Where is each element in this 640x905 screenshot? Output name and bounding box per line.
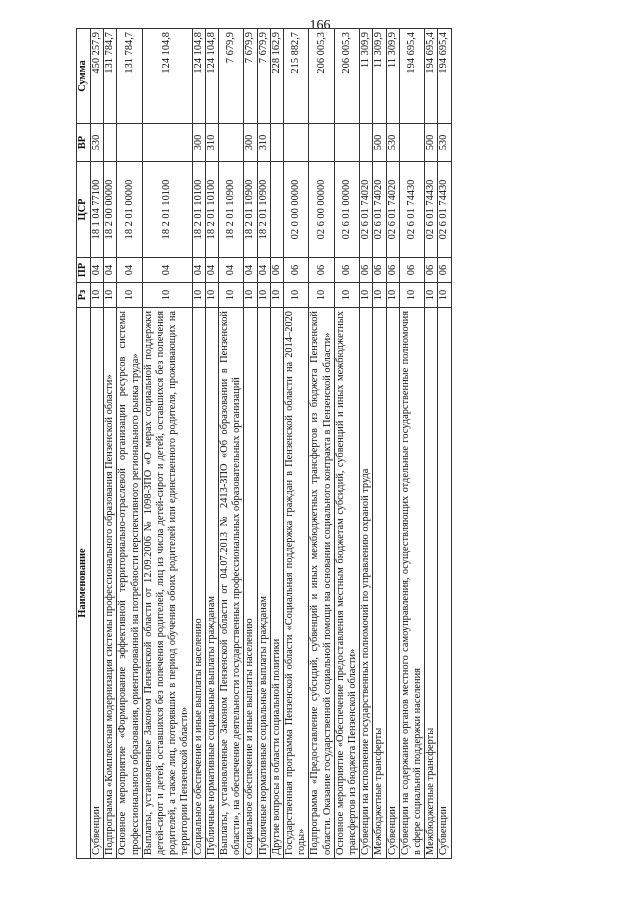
table-row [270,29,283,859]
cell-rz: 10 [257,283,270,308]
page-number: 166 [309,18,331,33]
cell-rz: 10 [192,283,205,308]
cell-name: Публичные нормативные социальные выплаты гражданам [205,308,218,859]
cell-vr [142,124,192,162]
cell-pr: 04 [104,258,117,283]
cell-pr: 06 [270,258,283,283]
cell-rz: 10 [360,283,373,308]
cell-pr: 06 [425,258,438,283]
table-row [257,29,270,859]
cell-vr: 530 [91,124,104,162]
table-row [386,29,399,859]
cell-csr: 02 6 01 74020 [386,162,399,258]
table-row [142,29,192,859]
cell-rz: 10 [284,283,309,308]
cell-sum: 215 882,7 [284,29,309,124]
cell-pr: 04 [192,258,205,283]
cell-csr [270,162,283,258]
cell-vr: 300 [244,124,257,162]
table-row [373,29,386,859]
cell-rz: 10 [334,283,359,308]
cell-csr: 02 6 01 00000 [334,162,359,258]
cell-csr: 18 2 01 10900 [257,162,270,258]
cell-sum: 7 679,9 [244,29,257,124]
table-row [219,29,244,859]
cell-csr: 18 2 01 10900 [219,162,244,258]
header-csr: ЦСР [77,162,91,258]
cell-sum: 7 679,9 [219,29,244,124]
cell-pr: 06 [360,258,373,283]
cell-csr: 02 6 01 74020 [360,162,373,258]
rotated-table-wrapper [76,29,588,859]
cell-vr [219,124,244,162]
cell-rz: 10 [205,283,218,308]
cell-vr: 500 [373,124,386,162]
cell-name: Государственная программа Пензенской области «Социальная поддержка граждан в Пензенской области на 2014–2020 годы» [284,308,309,859]
cell-rz: 10 [386,283,399,308]
cell-pr: 06 [373,258,386,283]
cell-rz: 10 [244,283,257,308]
cell-csr: 02 0 00 00000 [284,162,309,258]
cell-vr: 310 [205,124,218,162]
table-row [360,29,373,859]
cell-vr [360,124,373,162]
cell-csr: 18 2 01 10100 [142,162,192,258]
table-row [438,29,451,859]
cell-name: Выплаты, установленные Законом Пензенской области от 12.09.2006 № 1098-ЗПО «О мерах социальной поддержки детей-сирот и детей, оставшихся без попечения родителей, лиц из числа детей-сирот и детей, оставшихся без попечения родителей, а также лиц, потерявших в период обучения обоих родителей или единственного родителя, проживающих на территории Пензенской области» [142,308,192,859]
cell-rz: 10 [309,283,334,308]
cell-name: Социальное обеспечение и иные выплаты населению [192,308,205,859]
cell-rz: 10 [117,283,142,308]
cell-sum: 194 695,4 [438,29,451,124]
cell-sum: 7 679,9 [257,29,270,124]
cell-sum: 131 784,7 [117,29,142,124]
cell-pr: 04 [257,258,270,283]
cell-pr: 06 [438,258,451,283]
cell-sum: 11 309,9 [386,29,399,124]
header-pr: ПР [77,258,91,283]
cell-sum: 124 104,8 [142,29,192,124]
table-row [399,29,424,859]
table-header-row [77,29,91,859]
cell-csr: 02 6 01 74430 [399,162,424,258]
header-name: Наименование [77,308,91,859]
cell-csr: 02 6 01 74430 [425,162,438,258]
cell-rz: 10 [438,283,451,308]
cell-csr: 18 2 00 00000 [104,162,117,258]
table-row [192,29,205,859]
cell-pr: 04 [205,258,218,283]
header-vr: ВР [77,124,91,162]
cell-vr [270,124,283,162]
cell-sum: 194 695,4 [399,29,424,124]
cell-name: Субвенции [438,308,451,859]
cell-vr: 530 [386,124,399,162]
cell-rz: 10 [399,283,424,308]
cell-name: Социальное обеспечение и иные выплаты населению [244,308,257,859]
cell-sum: 194 695,4 [425,29,438,124]
cell-name: Подпрограмма «Предоставление субсидий, субвенций и иных межбюджетных трансфертов из бюджета Пензенской области. Оказание государственной социальной помощи на основании социального контракта в Пензенской области» [309,308,334,859]
cell-rz: 10 [373,283,386,308]
cell-name: Субвенции на исполнение государственных полномочий по управлению охраной труда [360,308,373,859]
cell-csr: 18 2 01 00000 [117,162,142,258]
cell-name: Субвенции [91,308,104,859]
cell-name: Субвенции на содержание органов местного самоуправления, осуществляющих отдельные государственные полномочия в сфере социальной поддержки населения [399,308,424,859]
cell-sum: 124 104,8 [192,29,205,124]
cell-name: Основное мероприятие «Формирование эффективной территориально-отраслевой организации ресурсов системы профессионального образования, ориентированной на потребности перспективного регионального рынка труда» [117,308,142,859]
cell-rz: 10 [104,283,117,308]
table-row [425,29,438,859]
cell-rz: 10 [270,283,283,308]
table-row [244,29,257,859]
table-row [284,29,309,859]
cell-csr: 02 6 00 00000 [309,162,334,258]
cell-sum: 11 309,9 [360,29,373,124]
cell-rz: 10 [142,283,192,308]
cell-csr: 18 2 01 10100 [192,162,205,258]
cell-name: Межбюджетные трансферты [373,308,386,859]
table-row [205,29,218,859]
cell-csr: 18 2 01 10100 [205,162,218,258]
cell-sum: 11 309,9 [373,29,386,124]
cell-pr: 06 [399,258,424,283]
cell-sum: 206 005,3 [309,29,334,124]
cell-sum: 206 005,3 [334,29,359,124]
table-row [104,29,117,859]
budget-table [76,28,452,859]
cell-rz: 10 [219,283,244,308]
cell-name: Другие вопросы в области социальной политики [270,308,283,859]
header-rz: Рз [77,283,91,308]
cell-name: Субвенции [386,308,399,859]
cell-vr [104,124,117,162]
table-row [334,29,359,859]
cell-csr: 18 2 01 10900 [244,162,257,258]
cell-vr [399,124,424,162]
cell-pr: 04 [142,258,192,283]
cell-pr: 04 [244,258,257,283]
cell-rz: 10 [425,283,438,308]
cell-name: Основное мероприятие «Обеспечение предоставления местным бюджетам субсидий, субвенций и иных межбюджетных трансфертов из бюджета Пензенской области» [334,308,359,859]
cell-pr: 04 [219,258,244,283]
cell-vr [334,124,359,162]
cell-pr: 04 [91,258,104,283]
cell-vr: 310 [257,124,270,162]
table-row [309,29,334,859]
cell-vr: 530 [438,124,451,162]
cell-pr: 04 [117,258,142,283]
cell-name: Межбюджетные трансферты [425,308,438,859]
cell-sum: 131 784,7 [104,29,117,124]
cell-vr: 500 [425,124,438,162]
header-sum: Сумма [77,29,91,124]
cell-pr: 06 [309,258,334,283]
cell-name: Подпрограмма «Комплексная модернизация системы профессионального образования Пензенской области» [104,308,117,859]
cell-csr: 02 6 01 74430 [438,162,451,258]
table-row [91,29,104,859]
cell-sum: 450 257,9 [91,29,104,124]
cell-rz: 10 [91,283,104,308]
cell-vr [284,124,309,162]
cell-sum: 228 162,9 [270,29,283,124]
cell-sum: 124 104,8 [205,29,218,124]
cell-name: Публичные нормативные социальные выплаты гражданам [257,308,270,859]
cell-pr: 06 [284,258,309,283]
table-row [117,29,142,859]
cell-vr [117,124,142,162]
cell-vr [309,124,334,162]
cell-csr: 18 1 04 77100 [91,162,104,258]
cell-csr: 02 6 01 74020 [373,162,386,258]
cell-pr: 06 [334,258,359,283]
cell-vr: 300 [192,124,205,162]
cell-name: Выплаты, установленные Законом Пензенской области от 04.07.2013 № 2413-ЗПО «Об образовании в Пензенской области», на обеспечение деятельности государственных профессиональных образовательных организаций [219,308,244,859]
cell-pr: 06 [386,258,399,283]
